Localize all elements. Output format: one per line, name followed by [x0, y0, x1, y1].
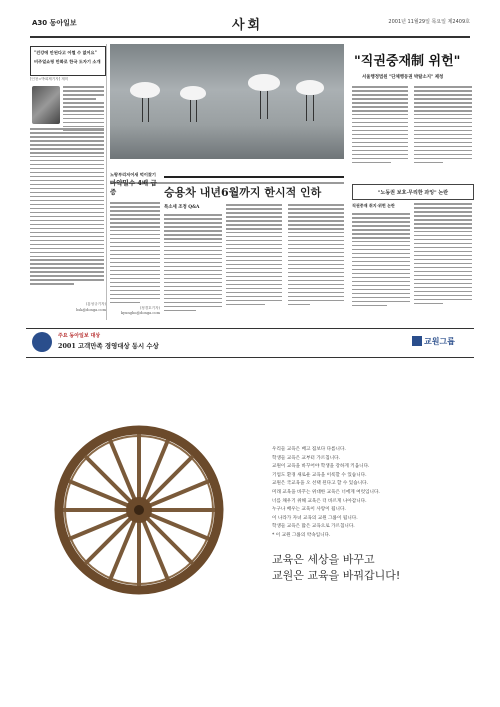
page-number: A30 동아일보: [32, 19, 77, 27]
ad-verse-line-2: 학생들 교육은 교부터 가르칩니다.: [272, 455, 340, 461]
left-box-title-2: 비주얼쇼핑 만화로 한국 도자기 소개: [34, 59, 101, 64]
side-headline-box: [352, 184, 474, 200]
ad-verse-line-7: 너를 채우기 위해 교육은 더 바르게 나아갑니다.: [272, 498, 367, 504]
left-text-block-1: [63, 86, 104, 131]
issue-date: 2001년 11월29일 목요일 제2409호: [388, 19, 470, 25]
ad-slogan-2: 교원은 교육을 바꿔갑니다!: [272, 569, 401, 582]
spoonbill-photo: [110, 44, 344, 159]
left-footer-sign: (홍성규기자): [85, 302, 106, 306]
section-title: 사회: [232, 18, 264, 33]
main-text-col-2: [288, 204, 344, 305]
ad-verse-line-9: 이 나라가 자녀 교육의 교원 그룹이 됩니다.: [272, 515, 358, 521]
ad-verse: [272, 446, 472, 541]
right-text-col-1: [352, 86, 408, 163]
header-rule: [30, 36, 470, 38]
main-text-col-1: [226, 204, 282, 305]
ad-verse-line-3: 교원이 교육을 바꾸어야 학생을 강하게 키웁니다.: [272, 464, 370, 470]
drug-story: [110, 178, 160, 318]
qa-label: 특소세 조정 Q&A: [164, 205, 200, 210]
ad-verse-line-5: 교원은 국교육을 오 선택 된다고 할 수 있습니다.: [272, 481, 368, 487]
right-headline: "직권중재制 위헌": [354, 54, 461, 69]
ad-banner-title: 주요 동아일보 대상: [58, 333, 101, 339]
drug-story-email: kyungho@donga.com: [120, 311, 160, 316]
drug-story-sign: (정경호기자): [139, 306, 160, 311]
left-box-title-1: "건강에 안된다고 어쩔 수 없어요": [34, 50, 97, 55]
ad-banner-sub: 2001 고객만족 경영대상 동시 수상: [58, 342, 159, 350]
main-story-header: [164, 176, 344, 202]
right-text-col-2: [414, 86, 472, 163]
ad-verse-line-4: 기업도 환경 새로운 교육을 이룩할 수 있습니다.: [272, 472, 367, 478]
photo-caption: 노랑부리저어새 먹이찾기: [110, 172, 156, 177]
ad-verse-line-1: 우리들 교육은 배고 집보다 다릅니다.: [272, 447, 346, 452]
ad-verse-line-11: * 이 교원 그룹의 약속입니다.: [272, 532, 331, 538]
side-col-2: [414, 203, 472, 304]
left-box-title: [30, 46, 106, 76]
qa-column: [164, 204, 222, 311]
left-footer-email: hsk@donga.com: [76, 308, 106, 312]
main-headline: 승용차 내년6월까지 한시적 인하: [164, 186, 322, 199]
left-portrait-image: [32, 86, 60, 124]
column-divider: [106, 44, 107, 320]
left-byline: [인천=박희제기자] 재미: [30, 77, 69, 81]
side-col-1: [352, 203, 410, 306]
ad-verse-line-6: 미래 교육을 바꾸는 위대한 교육은 너에게 여럿입니다.: [272, 489, 380, 495]
kyowon-logo-text: 교원그룹: [424, 336, 455, 346]
ad-verse-line-8: 누구나 배우는 교육이 사랑이 됩니다.: [272, 507, 346, 513]
side-headline: "노동권 보호·무리한 과잉" 논란: [377, 190, 449, 196]
wagon-wheel-image: [34, 425, 244, 600]
drug-story-title: 마약밀수 4배 급증: [110, 179, 157, 196]
side-sub: 직권중재 취지·위헌 논란: [352, 203, 395, 208]
kyowon-logo-icon: [412, 336, 422, 346]
ad-verse-line-10: 학생들 교육은 많은 교육으로 가르칩니다.: [272, 524, 355, 530]
award-emblem-icon: [32, 332, 52, 352]
left-text-block-2: [30, 128, 104, 285]
page-header: [0, 0, 500, 38]
right-subhead: 서울행정법원 "단체행동권 박탈소지" 제청: [362, 75, 444, 80]
ad-slogan-1: 교육은 세상을 바꾸고: [272, 553, 375, 566]
